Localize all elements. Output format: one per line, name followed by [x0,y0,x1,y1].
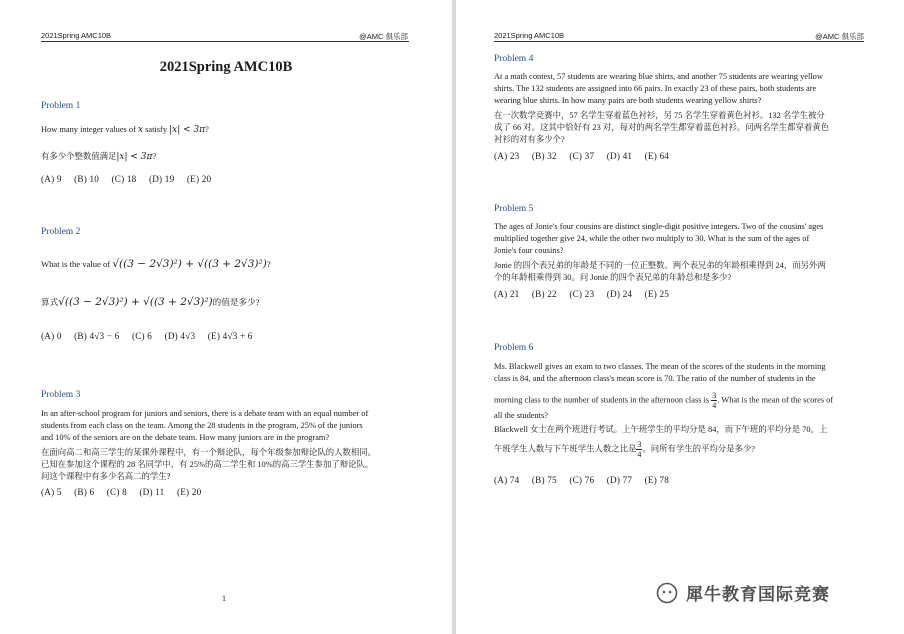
problem-2-english: What is the value of √((3 − 2√3)²) + √((3 + 2√3)²)? [41,258,271,270]
problem-5-chinese: Jonie 的四个表兄弟的年龄是不同的一位正整数。两个表兄弟的年龄相乘得到 24，而另外两 个的年龄相乘得到 30。问 Jonie 的四个表兄弟的年龄总和是多少? [494,261,826,282]
wechat-icon [656,582,678,604]
problem-6-choices: (A) 74 (B) 75 (C) 76 (D) 77 (E) 78 [494,475,670,485]
header-right-2: @AMC 俱乐部 [815,32,864,41]
problem-5-heading: Problem 5 [494,204,534,214]
page-right [456,0,904,634]
problem-1-english: How many integer values of x satisfy |x| < 3π? [41,125,209,135]
fraction: $\frac{3}{4}$ [712,391,717,410]
problem-2-chinese: 算式√((3 − 2√3)²) + √((3 + 2√3)²)的值是多少? [41,296,260,308]
problem-6-english: Ms. Blackwell gives an exam to two classes. The mean of the scores of the students in the morning class is 84, and the afternoon class's mean score is 70. The ratio of the number of students in the morning class to the number of students in the afternoon class is $\frac{3}{4}$ . What is the mean of the scores of all the students? [494,362,834,420]
problem-2-heading: Problem 2 [41,227,81,237]
problem-3-heading: Problem 3 [41,390,81,400]
page-number: 1 [222,594,226,603]
problem-6-chinese: Blackwell 女士在两个班进行考试。上午班学生的平均分是 84，而下午班的平均分是 70。上 午班学生人数与下午班学生人数之比是 $\frac{3}{4}$ 。问所有学生的平均分是多少? [494,425,828,459]
document-title: 2021Spring AMC10B [159,59,293,75]
fraction-zh: $\frac{3}{4}$ [637,440,642,459]
header-rule [41,41,409,42]
problem-6-heading: Problem 6 [494,343,534,353]
watermark-text: 犀牛教育国际竞赛 [686,585,830,605]
problem-3-chinese: 在面向高二和高三学生的某课外课程中，有一个辩论队，每个年级参加辩论队的人数相同。 已知在参加这个课程的 28 名同学中，有 25%的高二学生和 10%的高三学生参加了辩论队。 问这个课程中有多少名高二的学生? [41,448,376,481]
problem-5-english: The ages of Jonie's four cousins are distinct single-digit positive integers. Two of the cousins' ages multiplied together give 24, while the other two multiply to 30. What is the sum of the ages of Jonie's four cousins? [494,222,824,255]
problem-2-expression: √((3 − 2√3)²) + √((3 + 2√3)²) [112,258,267,270]
problem-3-choices: (A) 5 (B) 6 (C) 8 (D) 11 (E) 20 [41,487,202,497]
header-left: 2021Spring AMC10B [41,31,112,40]
header-left-2: 2021Spring AMC10B [494,31,565,40]
problem-2-choices: (A) 0 (B) 4√3 − 6 (C) 6 (D) 4√3 (E) 4√3 + 6 [41,331,253,341]
problem-1-chinese: 有多少个整数值满足|x| < 3π? [41,152,157,162]
problem-4-choices: (A) 23 (B) 32 (C) 37 (D) 41 (E) 64 [494,151,670,161]
problem-1-heading: Problem 1 [41,101,81,111]
problem-4-english: At a math contest, 57 students are wearing blue shirts, and another 75 students are wearing yellow shirts. The 132 students are assigned into 66 pairs. In exactly 23 of these pairs, both students are wearing blue shirts. In how many pairs are both students wearing yellow shirts? [494,72,823,105]
problem-5-choices: (A) 21 (B) 22 (C) 23 (D) 24 (E) 25 [494,289,670,299]
problem-2-expression-zh: √((3 − 2√3)²) + √((3 + 2√3)²) [58,296,213,308]
problem-4-chinese: 在一次数学竞赛中，57 名学生穿着蓝色衬衫，另 75 名学生穿着黄色衬衫。132 名学生被分 成了 66 对。这其中恰好有 23 对，每对的两名学生都穿着蓝色衬衫。问两名学生都穿着黄色 衬衫的对有多少个? [494,111,829,144]
header-rule-2 [494,41,864,42]
problem-4-heading: Problem 4 [494,54,534,64]
header-right: @AMC 俱乐部 [359,32,408,41]
problem-1-choices: (A) 9 (B) 10 (C) 18 (D) 19 (E) 20 [41,174,212,184]
watermark [656,580,830,605]
problem-3-english: In an after-school program for juniors and seniors, there is a debate team with an equal number of students from each class on the team. Among the 28 students in the program, 25% of the juniors and 10% of the seniors are on the debate team. How many juniors are in the program? [41,409,369,442]
